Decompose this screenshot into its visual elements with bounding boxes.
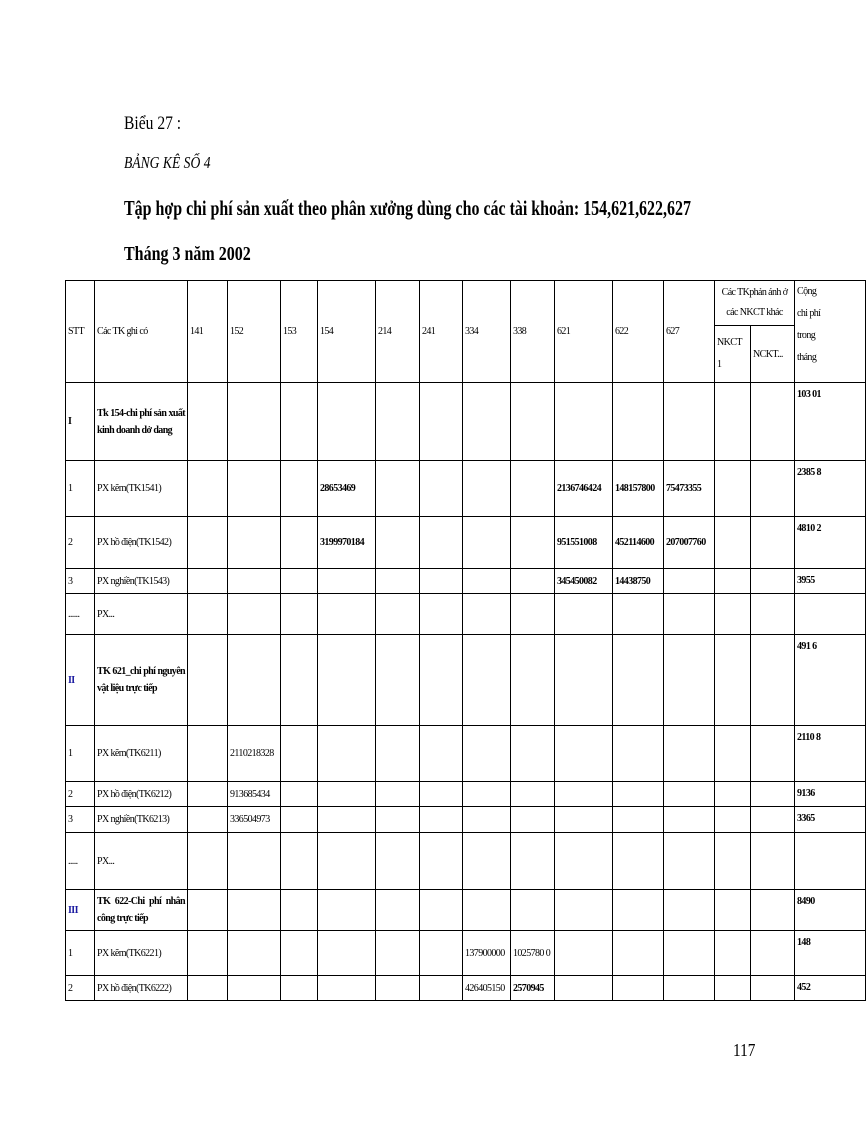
cell-amount bbox=[281, 594, 318, 635]
cell-amount: 336504973 bbox=[228, 807, 281, 833]
cell-amount bbox=[228, 461, 281, 517]
header-account: 334 bbox=[463, 281, 511, 383]
header-account: 627 bbox=[664, 281, 715, 383]
cell-total: 103 01 bbox=[795, 383, 866, 461]
cell-amount bbox=[463, 461, 511, 517]
cell-amount bbox=[555, 383, 613, 461]
cell-amount bbox=[715, 976, 751, 1001]
sheet-label: Biểu 27 : bbox=[124, 113, 182, 134]
cell-amount bbox=[318, 833, 376, 890]
cell-amount bbox=[281, 931, 318, 976]
cell-amount bbox=[420, 931, 463, 976]
cell-amount bbox=[228, 833, 281, 890]
cell-amount bbox=[463, 890, 511, 931]
cell-stt: 2 bbox=[66, 782, 95, 807]
cell-amount bbox=[376, 569, 420, 594]
cell-amount bbox=[463, 807, 511, 833]
cell-stt: 3 bbox=[66, 807, 95, 833]
cell-amount bbox=[751, 517, 795, 569]
cell-amount bbox=[228, 383, 281, 461]
cell-amount bbox=[613, 635, 664, 726]
header-account: 154 bbox=[318, 281, 376, 383]
table-row bbox=[66, 726, 866, 782]
header-nkct1: NKCT 1 bbox=[715, 326, 751, 383]
cell-amount bbox=[281, 517, 318, 569]
cell-amount bbox=[463, 517, 511, 569]
cell-amount bbox=[613, 890, 664, 931]
cell-amount bbox=[188, 461, 228, 517]
cell-total: 452 bbox=[795, 976, 866, 1001]
cell-account-name: PX kẽm(TK6221) bbox=[95, 931, 188, 976]
cell-stt: ...... bbox=[66, 594, 95, 635]
cell-amount bbox=[420, 383, 463, 461]
cell-amount: 951551008 bbox=[555, 517, 613, 569]
header-account: 153 bbox=[281, 281, 318, 383]
cell-amount bbox=[751, 807, 795, 833]
cell-amount bbox=[555, 976, 613, 1001]
cell-amount bbox=[715, 890, 751, 931]
cell-amount bbox=[376, 833, 420, 890]
cell-amount bbox=[511, 635, 555, 726]
cell-amount bbox=[318, 726, 376, 782]
cell-amount bbox=[420, 726, 463, 782]
cell-amount bbox=[555, 931, 613, 976]
header-total: Cộng chi phí trong tháng bbox=[795, 281, 866, 383]
cell-amount bbox=[511, 569, 555, 594]
cell-amount bbox=[376, 782, 420, 807]
cell-amount bbox=[511, 890, 555, 931]
cell-amount bbox=[281, 890, 318, 931]
cell-amount bbox=[613, 931, 664, 976]
cell-amount bbox=[420, 976, 463, 1001]
cell-account-name: PX hồ điện(TK6212) bbox=[95, 782, 188, 807]
cell-amount bbox=[281, 726, 318, 782]
cell-amount bbox=[188, 807, 228, 833]
cost-table bbox=[65, 280, 866, 1001]
cell-amount: 75473355 bbox=[664, 461, 715, 517]
cell-amount: 426405150 bbox=[463, 976, 511, 1001]
cell-amount bbox=[281, 833, 318, 890]
cell-stt: ..... bbox=[66, 833, 95, 890]
cell-amount bbox=[318, 931, 376, 976]
header-account: 214 bbox=[376, 281, 420, 383]
cell-amount bbox=[664, 635, 715, 726]
table-row bbox=[66, 635, 866, 726]
header-account: 152 bbox=[228, 281, 281, 383]
cell-amount bbox=[420, 569, 463, 594]
cell-amount bbox=[511, 807, 555, 833]
header-account: 241 bbox=[420, 281, 463, 383]
cell-amount bbox=[664, 890, 715, 931]
cell-amount bbox=[228, 931, 281, 976]
cell-amount bbox=[664, 569, 715, 594]
cell-stt: 3 bbox=[66, 569, 95, 594]
cell-amount bbox=[281, 976, 318, 1001]
cell-amount bbox=[318, 782, 376, 807]
cell-amount bbox=[376, 726, 420, 782]
table-row bbox=[66, 931, 866, 976]
cell-amount bbox=[511, 726, 555, 782]
cell-amount bbox=[664, 931, 715, 976]
cell-account-name: TK 621_chi phí nguyên vật liệu trực tiếp bbox=[95, 635, 188, 726]
cell-amount bbox=[555, 890, 613, 931]
cell-account-name: PX kẽm(TK6211) bbox=[95, 726, 188, 782]
cell-amount bbox=[613, 976, 664, 1001]
cell-amount: 207007760 bbox=[664, 517, 715, 569]
table-row bbox=[66, 517, 866, 569]
cell-amount bbox=[228, 890, 281, 931]
cell-amount bbox=[751, 461, 795, 517]
cell-amount bbox=[664, 807, 715, 833]
table-row bbox=[66, 569, 866, 594]
cell-amount bbox=[318, 569, 376, 594]
cell-account-name: Tk 154-chi phí sản xuất kinh doanh dở dang bbox=[95, 383, 188, 461]
cell-amount bbox=[376, 807, 420, 833]
cell-amount bbox=[376, 383, 420, 461]
cell-amount bbox=[376, 517, 420, 569]
cell-amount bbox=[463, 569, 511, 594]
cost-table-container bbox=[65, 280, 821, 1000]
cell-amount bbox=[511, 461, 555, 517]
cell-amount: 2136746424 bbox=[555, 461, 613, 517]
cell-amount bbox=[751, 383, 795, 461]
cell-amount bbox=[664, 383, 715, 461]
cell-stt: 1 bbox=[66, 726, 95, 782]
header-account: 621 bbox=[555, 281, 613, 383]
cell-stt: II bbox=[66, 635, 95, 726]
cell-amount bbox=[555, 594, 613, 635]
cell-amount bbox=[751, 976, 795, 1001]
cell-amount bbox=[281, 807, 318, 833]
cell-amount bbox=[228, 976, 281, 1001]
cell-amount bbox=[281, 569, 318, 594]
cell-amount bbox=[420, 517, 463, 569]
sheet-title: Tập hợp chi phí sản xuất theo phân xưởng dùng cho các tài khoản: 154,621,622,627 bbox=[124, 196, 691, 220]
cell-amount bbox=[613, 782, 664, 807]
table-row bbox=[66, 833, 866, 890]
cell-amount bbox=[188, 635, 228, 726]
cell-amount bbox=[228, 635, 281, 726]
cell-amount bbox=[376, 890, 420, 931]
sheet-subtitle: BẢNG KÊ SỐ 4 bbox=[124, 153, 211, 172]
cell-amount bbox=[188, 890, 228, 931]
cell-amount bbox=[715, 461, 751, 517]
cell-amount bbox=[376, 594, 420, 635]
cell-amount bbox=[613, 594, 664, 635]
cell-amount bbox=[664, 976, 715, 1001]
cell-amount: 3199970184 bbox=[318, 517, 376, 569]
cell-amount: 913685434 bbox=[228, 782, 281, 807]
cell-amount bbox=[188, 782, 228, 807]
cell-amount bbox=[613, 833, 664, 890]
cell-amount bbox=[715, 807, 751, 833]
cell-amount bbox=[281, 635, 318, 726]
cell-total: 8490 bbox=[795, 890, 866, 931]
cell-amount bbox=[751, 833, 795, 890]
cell-amount bbox=[188, 569, 228, 594]
cell-amount bbox=[715, 635, 751, 726]
table-row bbox=[66, 807, 866, 833]
cell-amount bbox=[511, 383, 555, 461]
cell-account-name: PX nghiền(TK6213) bbox=[95, 807, 188, 833]
cell-amount bbox=[511, 833, 555, 890]
cell-amount bbox=[613, 383, 664, 461]
cell-amount bbox=[281, 461, 318, 517]
cell-amount: 1025780 0 bbox=[511, 931, 555, 976]
cell-account-name: PX... bbox=[95, 833, 188, 890]
cell-amount bbox=[188, 976, 228, 1001]
cell-amount bbox=[420, 461, 463, 517]
cell-amount bbox=[188, 517, 228, 569]
header-account: 141 bbox=[188, 281, 228, 383]
cell-amount: 28653469 bbox=[318, 461, 376, 517]
cell-stt: 1 bbox=[66, 461, 95, 517]
cell-amount bbox=[188, 594, 228, 635]
cell-amount bbox=[664, 594, 715, 635]
cell-amount bbox=[751, 635, 795, 726]
header-other-journals: Các TKphản ánh ở các NKCT khác bbox=[715, 281, 795, 326]
cell-amount: 137900000 bbox=[463, 931, 511, 976]
cell-amount bbox=[715, 833, 751, 890]
cell-amount bbox=[751, 569, 795, 594]
cell-amount bbox=[555, 833, 613, 890]
cell-stt: 2 bbox=[66, 976, 95, 1001]
cell-amount bbox=[511, 594, 555, 635]
cell-total: 2110 8 bbox=[795, 726, 866, 782]
cell-amount bbox=[228, 594, 281, 635]
cell-amount bbox=[463, 833, 511, 890]
cell-amount bbox=[715, 782, 751, 807]
table-row bbox=[66, 383, 866, 461]
cell-amount bbox=[715, 931, 751, 976]
table-row bbox=[66, 461, 866, 517]
table-header-row bbox=[66, 281, 866, 326]
cell-account-name: PX... bbox=[95, 594, 188, 635]
cell-account-name: PX hồ điện(TK6222) bbox=[95, 976, 188, 1001]
cell-amount bbox=[463, 782, 511, 807]
cell-total: 9136 bbox=[795, 782, 866, 807]
cell-amount bbox=[228, 569, 281, 594]
header-account: 622 bbox=[613, 281, 664, 383]
cell-total: 4810 2 bbox=[795, 517, 866, 569]
cell-amount bbox=[318, 594, 376, 635]
cell-amount bbox=[664, 726, 715, 782]
cell-amount bbox=[715, 517, 751, 569]
cell-amount bbox=[751, 594, 795, 635]
cell-stt: 2 bbox=[66, 517, 95, 569]
cell-amount bbox=[318, 890, 376, 931]
cell-amount: 148157800 bbox=[613, 461, 664, 517]
cell-account-name: PX nghiền(TK1543) bbox=[95, 569, 188, 594]
cell-total bbox=[795, 833, 866, 890]
cell-amount bbox=[188, 931, 228, 976]
cell-amount bbox=[555, 807, 613, 833]
cell-amount bbox=[555, 726, 613, 782]
header-account: 338 bbox=[511, 281, 555, 383]
cell-amount bbox=[420, 833, 463, 890]
cell-amount bbox=[664, 833, 715, 890]
cell-amount bbox=[511, 782, 555, 807]
cell-amount bbox=[555, 782, 613, 807]
cell-amount bbox=[715, 726, 751, 782]
cell-amount bbox=[463, 594, 511, 635]
cell-amount bbox=[420, 890, 463, 931]
header-nkct-other: NCKT... bbox=[751, 326, 795, 383]
cell-amount bbox=[318, 807, 376, 833]
cell-amount bbox=[376, 635, 420, 726]
cell-account-name: TK 622-Chi phí nhân công trực tiếp bbox=[95, 890, 188, 931]
table-row bbox=[66, 594, 866, 635]
cell-account-name: PX hồ điện(TK1542) bbox=[95, 517, 188, 569]
cell-amount bbox=[751, 782, 795, 807]
cell-amount bbox=[376, 461, 420, 517]
cell-amount: 345450082 bbox=[555, 569, 613, 594]
cell-total: 2385 8 bbox=[795, 461, 866, 517]
cell-amount bbox=[420, 635, 463, 726]
cell-amount bbox=[715, 383, 751, 461]
cell-amount bbox=[188, 383, 228, 461]
cell-amount bbox=[281, 782, 318, 807]
table-row bbox=[66, 890, 866, 931]
cell-amount bbox=[463, 383, 511, 461]
cell-total: 491 6 bbox=[795, 635, 866, 726]
cell-amount bbox=[318, 383, 376, 461]
cell-amount bbox=[228, 517, 281, 569]
sheet-month: Tháng 3 năm 2002 bbox=[124, 243, 251, 265]
cell-amount bbox=[664, 782, 715, 807]
cell-amount bbox=[318, 635, 376, 726]
cell-amount: 452114600 bbox=[613, 517, 664, 569]
cell-amount bbox=[376, 976, 420, 1001]
cell-amount bbox=[511, 517, 555, 569]
cell-stt: III bbox=[66, 890, 95, 931]
cell-amount bbox=[715, 594, 751, 635]
cell-amount bbox=[281, 383, 318, 461]
cell-amount bbox=[463, 726, 511, 782]
cell-stt: I bbox=[66, 383, 95, 461]
cell-amount bbox=[188, 833, 228, 890]
cell-amount bbox=[715, 569, 751, 594]
cell-amount: 2570945 bbox=[511, 976, 555, 1001]
cell-amount: 2110218328 bbox=[228, 726, 281, 782]
header-stt: STT bbox=[66, 281, 95, 383]
table-row bbox=[66, 782, 866, 807]
table-row bbox=[66, 976, 866, 1001]
cell-amount bbox=[751, 931, 795, 976]
cell-amount bbox=[318, 976, 376, 1001]
cell-amount bbox=[376, 931, 420, 976]
cell-amount: 14438750 bbox=[613, 569, 664, 594]
cell-account-name: PX kẽm(TK1541) bbox=[95, 461, 188, 517]
cell-total: 3365 bbox=[795, 807, 866, 833]
cell-amount bbox=[420, 782, 463, 807]
cell-amount bbox=[188, 726, 228, 782]
cell-stt: 1 bbox=[66, 931, 95, 976]
cell-amount bbox=[751, 726, 795, 782]
cell-total: 3955 bbox=[795, 569, 866, 594]
cell-amount bbox=[555, 635, 613, 726]
header-debit: Các TK ghi có bbox=[95, 281, 188, 383]
cell-total: 148 bbox=[795, 931, 866, 976]
cell-amount bbox=[463, 635, 511, 726]
cell-amount bbox=[613, 807, 664, 833]
cell-amount bbox=[751, 890, 795, 931]
cell-amount bbox=[420, 807, 463, 833]
cell-amount bbox=[420, 594, 463, 635]
cell-total bbox=[795, 594, 866, 635]
cell-amount bbox=[613, 726, 664, 782]
page-number: 117 bbox=[733, 1040, 756, 1060]
